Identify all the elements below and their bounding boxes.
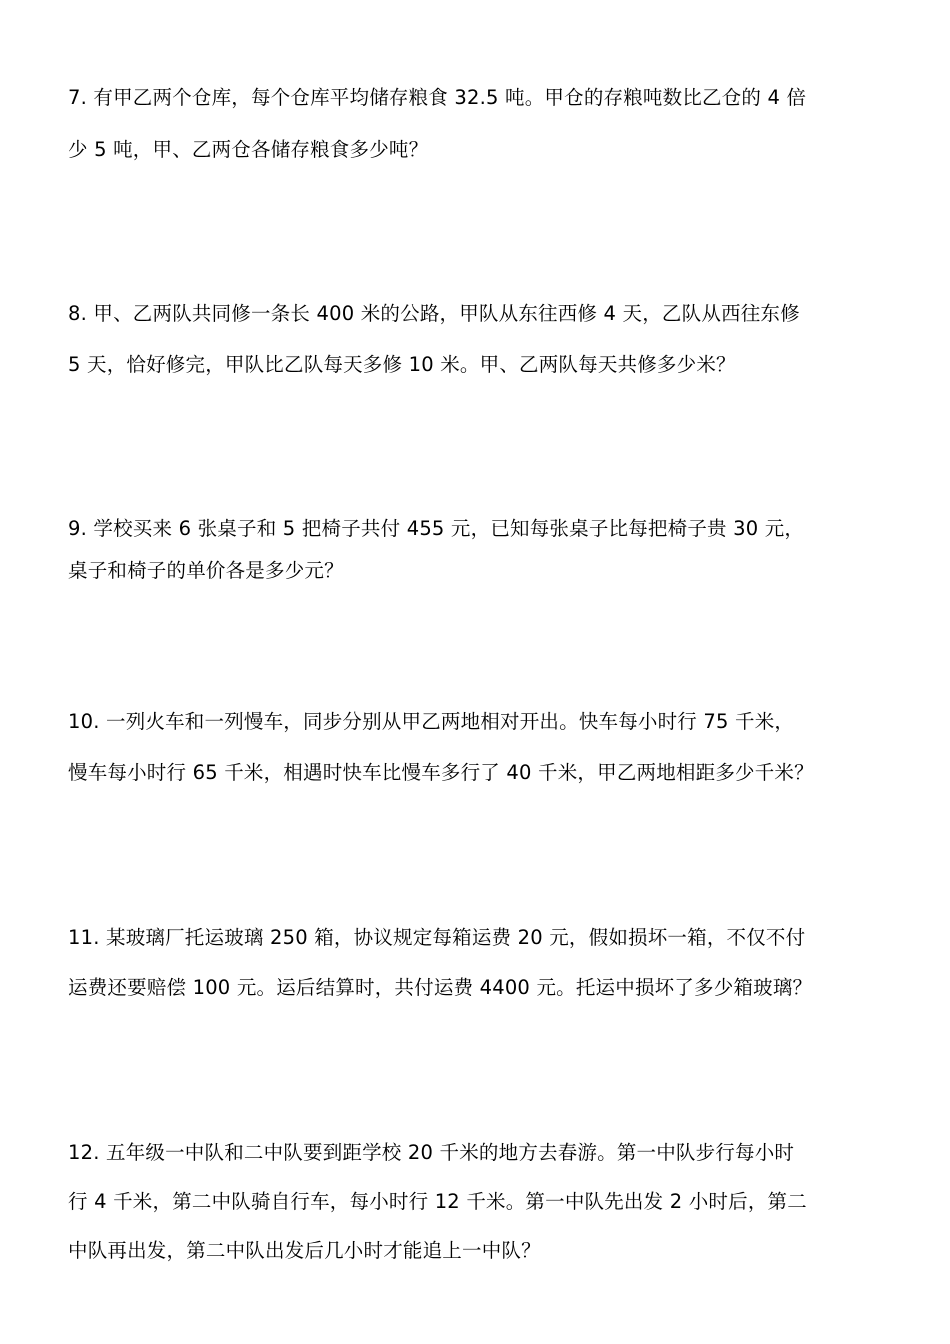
problem-8-line-2: 5 天，恰好修完，甲队比乙队每天多修 10 米。甲、乙两队每天共修多少米？: [68, 353, 736, 376]
problem-12-line-2: 行 4 千米，第二中队骑自行车，每小时行 12 千米。第一中队先出发 2 小时后，第二: [68, 1190, 807, 1213]
problem-12-line-3: 中队再出发，第二中队出发后几小时才能追上一中队？: [68, 1239, 541, 1262]
problem-10-line-1: 10. 一列火车和一列慢车，同步分别从甲乙两地相对开出。快车每小时行 75 千米，: [68, 710, 795, 733]
problem-11: [68, 926, 898, 1000]
problem-8-line-1: 8. 甲、乙两队共同修一条长 400 米的公路，甲队从东往西修 4 天，乙队从西往东修: [68, 302, 800, 325]
problem-12-line-1: 12. 五年级一中队和二中队要到距学校 20 千米的地方去春游。第一中队步行每小时: [68, 1141, 795, 1164]
problem-9: [68, 517, 898, 583]
problem-7-line-2: 少 5 吨，甲、乙两仓各储存粮食多少吨？: [68, 138, 429, 161]
problem-9-line-2: 桌子和椅子的单价各是多少元？: [68, 559, 344, 582]
problem-10-line-2: 慢车每小时行 65 千米，相遇时快车比慢车多行了 40 千米，甲乙两地相距多少千米？: [68, 761, 814, 784]
problem-12: [68, 1141, 898, 1263]
problem-8: [68, 302, 898, 377]
problem-9-line-1: 9. 学校买来 6 张桌子和 5 把椅子共付 455 元，已知每张桌子比每把椅子贵 30 元，: [68, 517, 805, 540]
problem-7-line-1: 7. 有甲乙两个仓库，每个仓库平均储存粮食 32.5 吨。甲仓的存粮吨数比乙仓的 4 倍: [68, 86, 807, 109]
problem-11-line-2: 运费还要赔偿 100 元。运后结算时，共付运费 4400 元。托运中损坏了多少箱玻璃？: [68, 976, 813, 999]
problem-7: [68, 86, 898, 162]
problem-10: [68, 710, 898, 785]
problem-11-line-1: 11. 某玻璃厂托运玻璃 250 箱，协议规定每箱运费 20 元，假如损坏一箱，不仅不付: [68, 926, 806, 949]
